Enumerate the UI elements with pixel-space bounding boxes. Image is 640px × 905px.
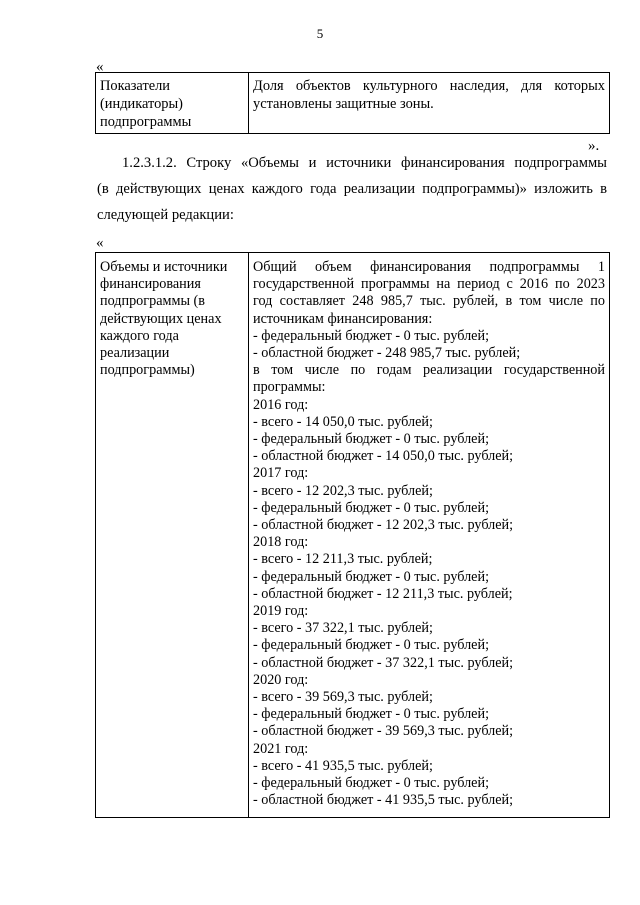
- financing-label-line: финансирования: [100, 276, 201, 293]
- financing-intro-line: Общий объем финансирования подпрограммы 1: [253, 259, 605, 275]
- year-total: - всего - 37 322,1 тыс. рублей;: [253, 620, 433, 637]
- amendment-paragraph: [97, 150, 607, 228]
- close-quote: ».: [588, 138, 600, 154]
- year-heading: 2017 год:: [253, 465, 309, 482]
- year-heading: 2020 год:: [253, 671, 309, 688]
- open-quote-2: «: [96, 235, 104, 251]
- year-federal: - федеральный бюджет - 0 тыс. рублей;: [253, 431, 490, 448]
- table-row: [96, 253, 610, 818]
- financing-years-intro: в том числе по годам реализации государственной: [253, 362, 605, 379]
- year-total: - всего - 41 935,5 тыс. рублей;: [253, 757, 433, 774]
- financing-intro-line: год составляет 248 985,7 тыс. рублей, в том числе по: [253, 293, 605, 310]
- year-regional: - областной бюджет - 39 569,3 тыс. рублей;: [253, 723, 514, 740]
- financing-label-line: каждого года: [100, 327, 179, 344]
- year-federal: - федеральный бюджет - 0 тыс. рублей;: [253, 499, 490, 516]
- indicators-value-line: Доля объектов культурного наследия, для которых: [253, 78, 605, 94]
- indicators-label-cell: [96, 73, 249, 134]
- indicators-label-line: Показатели: [100, 78, 171, 94]
- year-heading: 2021 год:: [253, 740, 309, 757]
- year-heading: 2016 год:: [253, 396, 309, 413]
- indicators-label-line: подпрограммы: [100, 114, 192, 130]
- financing-years-intro: программы:: [253, 379, 326, 396]
- financing-label-line: подпрограммы): [100, 362, 195, 379]
- year-regional: - областной бюджет - 37 322,1 тыс. рублей;: [253, 654, 514, 671]
- financing-intro-line: государственной программы на период с 2016 по 2023: [253, 276, 605, 293]
- financing-intro-line: источникам финансирования:: [253, 310, 433, 327]
- year-federal: - федеральный бюджет - 0 тыс. рублей;: [253, 637, 490, 654]
- financing-label-line: подпрограммы (в: [100, 293, 205, 310]
- financing-total-federal: - федеральный бюджет - 0 тыс. рублей;: [253, 327, 490, 344]
- year-heading: 2019 год:: [253, 603, 309, 620]
- year-heading: 2018 год:: [253, 534, 309, 551]
- indicators-label-line: (индикаторы): [100, 96, 183, 112]
- page-number: 5: [316, 26, 324, 41]
- year-regional: - областной бюджет - 12 202,3 тыс. рублей;: [253, 517, 514, 534]
- year-total: - всего - 14 050,0 тыс. рублей;: [253, 413, 433, 430]
- paragraph-line: (в действующих ценах каждого года реализации подпрограммы)» изложить в: [97, 181, 607, 197]
- year-regional: - областной бюджет - 14 050,0 тыс. рублей;: [253, 448, 514, 465]
- financing-label-line: Объемы и источники: [100, 259, 228, 275]
- year-regional: - областной бюджет - 41 935,5 тыс. рублей;: [253, 792, 514, 809]
- year-regional: - областной бюджет - 12 211,3 тыс. рублей;: [253, 585, 513, 602]
- indicators-value-line: установлены защитные зоны.: [253, 96, 434, 112]
- open-quote-1: «: [96, 59, 104, 75]
- financing-value-cell: [249, 253, 610, 818]
- financing-total-regional: - областной бюджет - 248 985,7 тыс. рублей;: [253, 345, 521, 362]
- indicators-value-cell: [249, 73, 610, 134]
- indicators-table: [95, 72, 610, 134]
- paragraph-line: следующей редакции:: [97, 207, 234, 223]
- year-total: - всего - 39 569,3 тыс. рублей;: [253, 689, 433, 706]
- paragraph-line: 1.2.3.1.2. Строку «Объемы и источники финансирования подпрограммы: [122, 155, 607, 171]
- year-federal: - федеральный бюджет - 0 тыс. рублей;: [253, 775, 490, 792]
- table-row: [96, 73, 610, 134]
- year-federal: - федеральный бюджет - 0 тыс. рублей;: [253, 706, 490, 723]
- year-federal: - федеральный бюджет - 0 тыс. рублей;: [253, 568, 490, 585]
- financing-label-line: реализации: [100, 345, 170, 362]
- financing-label-cell: [96, 253, 249, 818]
- year-total: - всего - 12 211,3 тыс. рублей;: [253, 551, 433, 568]
- year-total: - всего - 12 202,3 тыс. рублей;: [253, 482, 433, 499]
- financing-label-line: действующих ценах: [100, 310, 222, 327]
- financing-table: [95, 252, 610, 818]
